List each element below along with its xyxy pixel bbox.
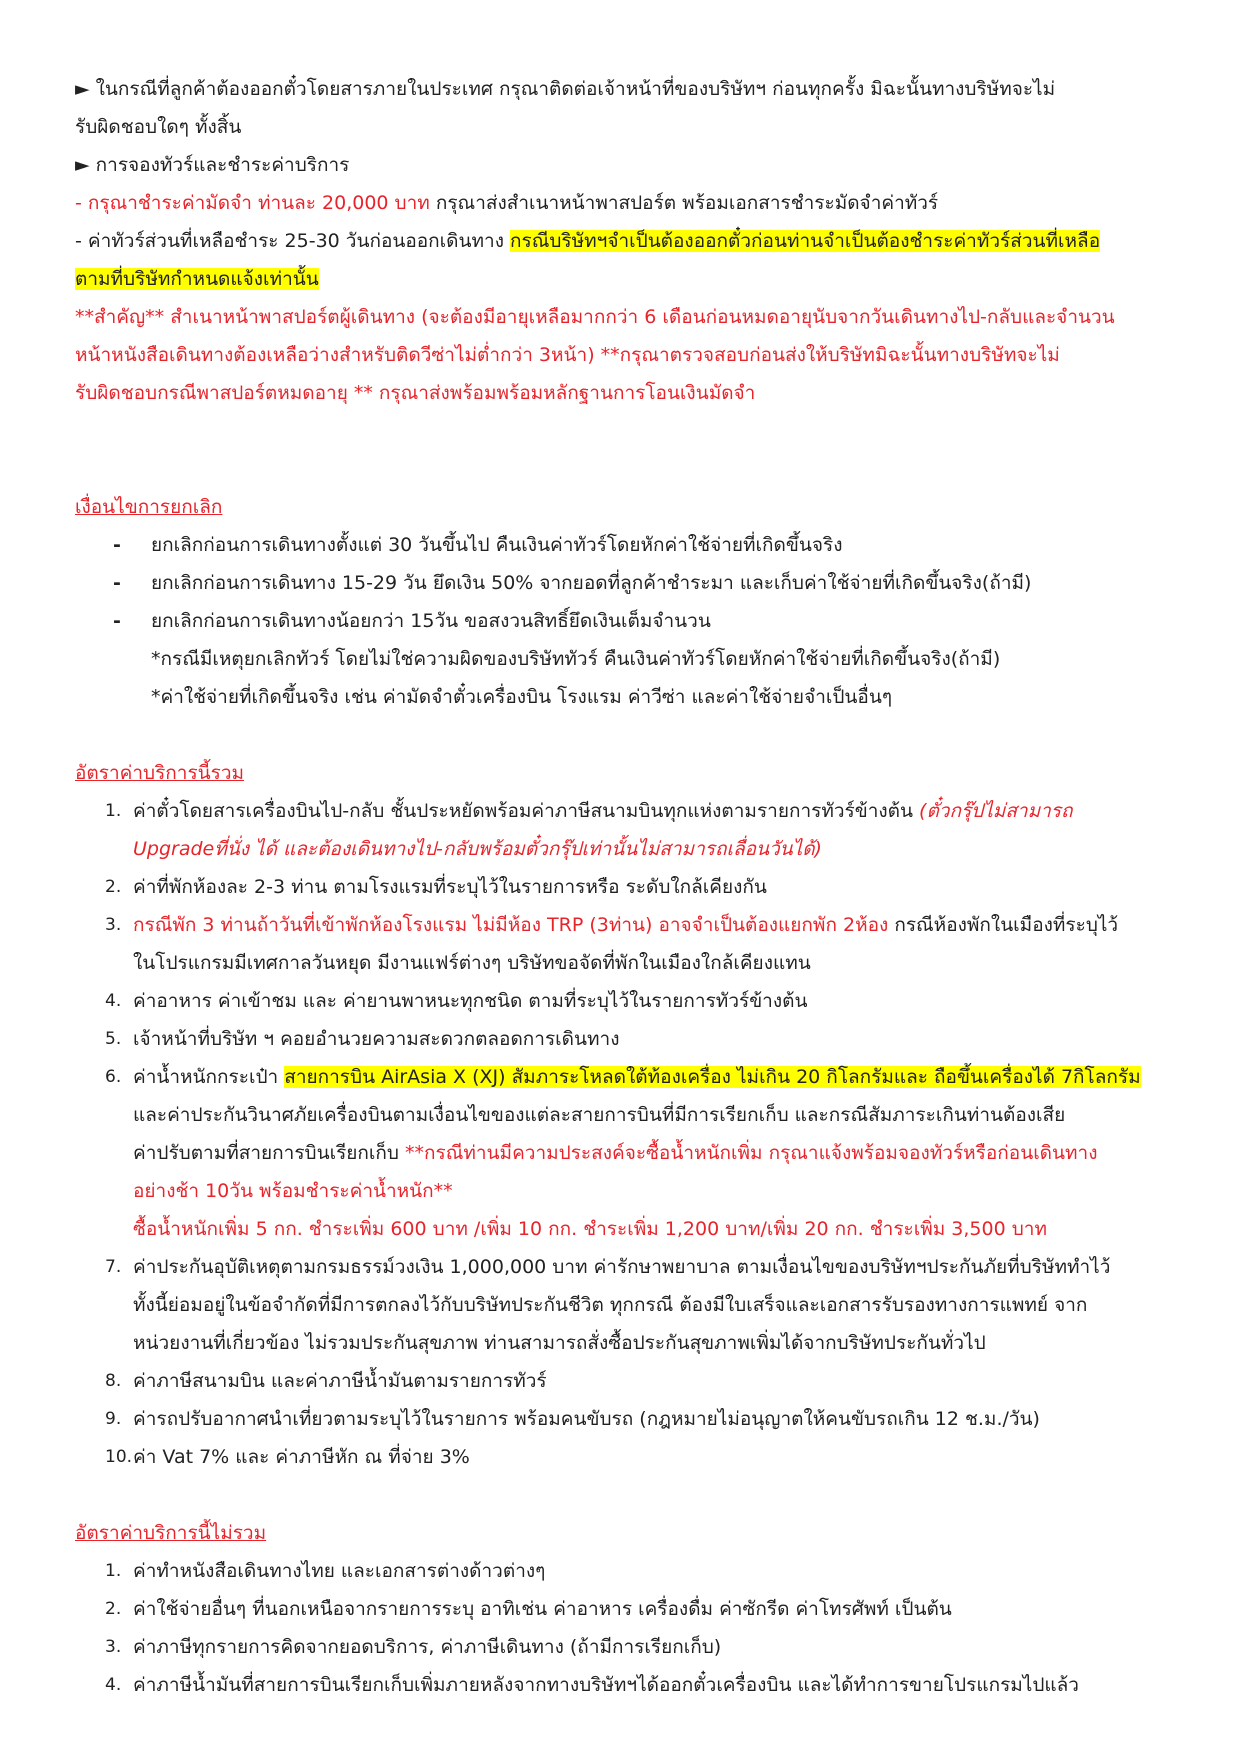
booking-heading — [75, 146, 1166, 184]
list-item: 5. เจ้าหน้าที่บริษัท ฯ คอยอำนวยความสะดวกตลอดการเดินทาง — [105, 1028, 620, 1050]
cancellation-note: *ค่าใช้จ่ายที่เกิดขึ้นจริง เช่น ค่ามัดจำตั๋วเครื่องบิน โรงแรม ค่าวีซ่า และค่าใช้จ่ายจำเป็นอื่นๆ — [151, 686, 893, 708]
excluded-section — [75, 1514, 1166, 1704]
intro-text: ► การจองทัวร์และชำระค่าบริการ — [75, 154, 350, 176]
list-item: 9. ค่ารถปรับอากาศนำเที่ยวตามระบุไว้ในรายการ พร้อมคนขับรถ (กฎหมายไม่อนุญาตให้คนขับรถเกิน 12 ช.ม./วัน) — [105, 1408, 1040, 1430]
list-item: 4. ค่าอาหาร ค่าเข้าชม และ ค่ายานพาหนะทุกชนิด ตามที่ระบุไว้ในรายการทัวร์ข้างต้น — [105, 990, 808, 1012]
list-item: - ยกเลิกก่อนการเดินทาง 15-29 วัน ยึดเงิน 50% จากยอดที่ลูกค้าชำระมา และเก็บค่าใช้จ่ายที่เกิดขึ้นจริง(ถ้ามี) — [113, 572, 1032, 594]
section-heading: อัตราค่าบริการนี้รวม — [75, 762, 245, 784]
list-item: 2. ค่าที่พักห้องละ 2-3 ท่าน ตามโรงแรมที่ระบุไว้ในรายการหรือ ระดับใกล้เคียงกัน — [105, 876, 767, 898]
list-item: 4. ค่าภาษีน้ำมันที่สายการบินเรียกเก็บเพิ่มภายหลังจากทางบริษัทฯได้ออกตั๋วเครื่องบิน และได้ทำการขายโปรแกรมไปแล้ว — [105, 1674, 1079, 1696]
highlighted-text: สายการบิน AirAsia X (XJ) สัมภาระโหลดใต้ท้องเครื่อง ไม่เกิน 20 กิโลกรัมและ ถือขึ้นเครื่องได้ 7กิโลกรัม — [284, 1066, 1141, 1088]
passport-notice: **สำคัญ** สำเนาหน้าพาสปอร์ตผู้เดินทาง (จะต้องมีอายุเหลือมากกว่า 6 เดือนก่อนหมดอายุนับจากวันเดินทางไป-กลับและจำนวน — [75, 306, 1115, 328]
list-item: 10. ค่า Vat 7% และ ค่าภาษีหัก ณ ที่จ่าย 3% — [105, 1446, 470, 1468]
included-section — [75, 754, 1166, 1476]
highlighted-text: กรณีบริษัทฯจำเป็นต้องออกตั๋วก่อนท่านจำเป็นต้องชำระค่าทัวร์ส่วนที่เหลือ — [510, 230, 1101, 252]
balance-text: - ค่าทัวร์ส่วนที่เหลือชำระ 25-30 วันก่อนออกเดินทาง — [75, 230, 511, 252]
list-item: 2. ค่าใช้จ่ายอื่นๆ ที่นอกเหนือจากรายการระบุ อาทิเช่น ค่าอาหาร เครื่องดื่ม ค่าซักรีด ค่าโทรศัพท์ เป็นต้น — [105, 1598, 952, 1620]
list-item: 1. ค่าตั๋วโดยสารเครื่องบินไป-กลับ ชั้นประหยัดพร้อมค่าภาษีสนามบินทุกแห่งตามรายการทัวร์ข้างต้น (ตั๋วกรุ๊ปไม่สามารถ Upgradeที่นั่ง ได้ และต้องเดินทางไป-กลับพร้อมตั๋วกรุ๊ปเท่านั้นไม่สามารถเลื่อนวันได้) — [105, 800, 1073, 860]
list-item: - ยกเลิกก่อนการเดินทางตั้งแต่ 30 วันขึ้นไป คืนเงินค่าทัวร์โดยหักค่าใช้จ่ายที่เกิดขึ้นจริง — [113, 534, 843, 556]
section-heading: เงื่อนไขการยกเลิก — [75, 496, 223, 518]
cancellation-section — [75, 488, 1166, 716]
intro-section: ► ในกรณีที่ลูกค้าต้องออกตั๋วโดยสารภายในประเทศ กรุณาติดต่อเจ้าหน้าที่ของบริษัทฯ ก่อนทุกครั้ง มิฉะนั้นทางบริษัทจะไม่ รับผิดชอบใดๆ ทั้งสิ้น ► การจองทัวร์และชำระค่าบริการ - กรุณาชำระค่ามัดจำ ท่านละ 20,000 บาท กรุณาส่งสำเนาหน้าพาสปอร์ต พร้อมเอกสารชำระมัดจำค่าทัวร์ - ค่าทัวร์ส่วนที่เหลือชำระ 25-30 วันก่อนออกเดินทาง กรณีบริษัทฯจำเป็นต้องออกตั๋วก่อนท่านจำเป็นต้องชำระค่าทัวร์ส่วนที่เหลือ ตามที่บริษัทกำหนดแจ้งเท่านั้น **สำคัญ** สำเนาหน้าพาสปอร์ตผู้เดินทาง (จะต้องมีอายุเหลือมากกว่า 6 เดือนก่อนหมดอายุนับจากวันเดินทางไป-กลับและจำนวน หน้าหนังสือเดินทางต้องเหลือว่างสำหรับติดวีซ่าไม่ต่ำกว่า 3หน้า) **กรุณาตรวจสอบก่อนส่งให้บริษัทมิฉะนั้นทางบริษัทจะไม่ รับผิดชอบกรณีพาสปอร์ตหมดอายุ ** กรุณาส่งพร้อมพร้อมหลักฐานการโอนเงินมัดจำ — [75, 70, 1166, 412]
list-item: - ยกเลิกก่อนการเดินทางน้อยกว่า 15วัน ขอสงวนสิทธิ์ยึดเงินเต็มจำนวน — [113, 610, 711, 632]
list-item: 6. ค่าน้ำหนักกระเป๋า สายการบิน AirAsia X (XJ) สัมภาระโหลดใต้ท้องเครื่อง ไม่เกิน 20 กิโลกรัมและ ถือขึ้นเครื่องได้ 7กิโลกรัม และค่าประกันวินาศภัยเครื่องบินตามเงื่อนไขของแต่ละสายการบินที่มีการเรียกเก็บ และกรณีสัมภาระเกินท่านต้องเสีย ค่าปรับตามที่สายการบินเรียกเก็บ **กรณีท่านมีความประสงค์จะซื้อน้ำหนักเพิ่ม กรุณาแจ้งพร้อมจองทัวร์หรือก่อนเดินทาง อย่างช้า 10วัน พร้อมชำระค่าน้ำหนัก** ซื้อน้ำหนักเพิ่ม 5 กก. ชำระเพิ่ม 600 บาท /เพิ่ม 10 กก. ชำระเพิ่ม 1,200 บาท/เพิ่ม 20 กก. ชำระเพิ่ม 3,500 บาท — [105, 1066, 1141, 1240]
deposit-text: กรุณาส่งสำเนาหน้าพาสปอร์ต พร้อมเอกสารชำระมัดจำค่าทัวร์ — [429, 192, 939, 214]
list-item: 1. ค่าทำหนังสือเดินทางไทย และเอกสารต่างด้าวต่างๆ — [105, 1560, 546, 1582]
list-item: 3. ค่าภาษีทุกรายการคิดจากยอดบริการ, ค่าภาษีเดินทาง (ถ้ามีการเรียกเก็บ) — [105, 1636, 722, 1658]
intro-paragraph-domestic-ticket — [75, 70, 1166, 108]
list-item: 7. ค่าประกันอุบัติเหตุตามกรมธรรม์วงเงิน 1,000,000 บาท ค่ารักษาพยาบาล ตามเงื่อนไขของบริษัทฯประกันภัยที่บริษัททำไว้ ทั้งนี้ย่อมอยู่ในข้อจำกัดที่มีการตกลงไว้กับบริษัทประกันชีวิต ทุกกรณี ต้องมีใบเสร็จและเอกสารรับรองทางการแพทย์ จาก หน่วยงานที่เกี่ยวข้อง ไม่รวมประกันสุขภาพ ท่านสามารถสั่งซื้อประกันสุขภาพเพิ่มได้จากบริษัทประกันทั่วไป — [105, 1256, 1111, 1354]
balance-line — [75, 222, 1166, 260]
deposit-amount: - กรุณาชำระค่ามัดจำ ท่านละ 20,000 บาท — [75, 192, 430, 214]
section-heading: อัตราค่าบริการนี้ไม่รวม — [75, 1522, 267, 1544]
cancellation-note: *กรณีมีเหตุยกเลิกทัวร์ โดยไม่ใช่ความผิดของบริษัททัวร์ คืนเงินค่าทัวร์โดยหักค่าใช้จ่ายที่เกิดขึ้นจริง(ถ้ามี) — [151, 648, 1001, 670]
intro-text: ► ในกรณีที่ลูกค้าต้องออกตั๋วโดยสารภายในประเทศ กรุณาติดต่อเจ้าหน้าที่ของบริษัทฯ ก่อนทุกครั้ง มิฉะนั้นทางบริษัทจะไม่ — [75, 78, 1056, 100]
list-item: 3. กรณีพัก 3 ท่านถ้าวันที่เข้าพักห้องโรงแรม ไม่มีห้อง TRP (3ท่าน) อาจจำเป็นต้องแยกพัก 2ห้อง กรณีห้องพักในเมืองที่ระบุไว้ ในโปรแกรมมีเทศกาลวันหยุด มีงานแฟร์ต่างๆ บริษัทขอจัดที่พักในเมืองใกล้เคียงแทน — [105, 914, 1119, 974]
intro-text: รับผิดชอบใดๆ ทั้งสิ้น — [75, 116, 242, 138]
list-item: 8. ค่าภาษีสนามบิน และค่าภาษีน้ำมันตามรายการทัวร์ — [105, 1370, 547, 1392]
deposit-line — [75, 184, 1166, 222]
highlighted-text: ตามที่บริษัทกำหนดแจ้งเท่านั้น — [75, 268, 319, 290]
